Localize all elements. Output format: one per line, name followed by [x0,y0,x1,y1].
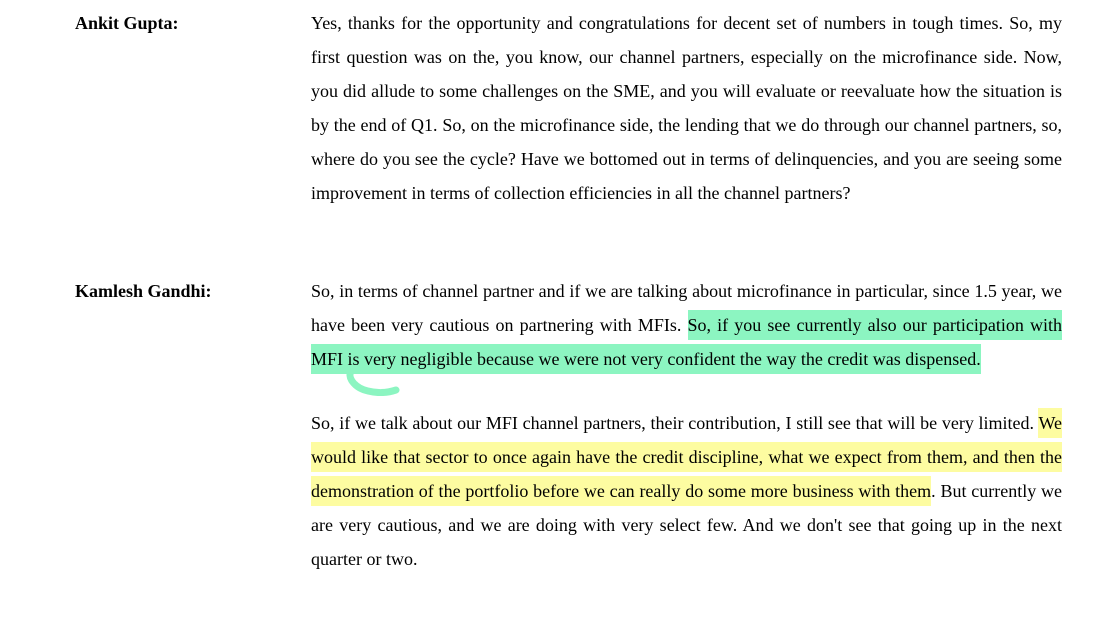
paragraph-text: So, in terms of channel partner and if we are talking about microfinance in particular, since 1.5 year, we have been very cautious on partnering with MFIs. [311,281,1062,335]
speaker-name: Kamlesh Gandhi: [75,281,212,301]
speech-text [311,6,1062,210]
paragraph [311,406,1062,576]
paragraph-text: . But currently we are very cautious, and we are doing with very select few. And we don't see that going up in the next quarter or two. [311,481,1062,569]
paragraph [311,274,1062,376]
paragraph-text: So, if we talk about our MFI channel partners, their contribution, I still see that will be very limited. [311,413,1039,433]
speaker-name: Ankit Gupta: [75,13,179,33]
speech-text [311,274,1062,576]
paragraph: Yes, thanks for the opportunity and congratulations for decent set of numbers in tough times. So, my first question was on the, you know, our channel partners, especially on the microfinance side. Now, you did allude to some challenges on the SME, and you will evaluate or reevaluate how the situation is by the end of Q1. So, on the microfinance side, the lending that we do through our channel partners, so, where do you see the cycle? Have we bottomed out in terms of delinquencies, and you are seeing some improvement in terms of collection efficiencies in all the channel partners? [311,13,1062,203]
yellow-highlight[interactable]: We would like that sector to once again have the credit discipline, what we expect from them, and then the demonstration of the portfolio before we can really do some more business with them [311,408,1062,506]
green-highlight[interactable]: So, if you see currently also our participation with MFI is very negligible because we were not very confident the way the credit was dispensed. [311,310,1062,374]
